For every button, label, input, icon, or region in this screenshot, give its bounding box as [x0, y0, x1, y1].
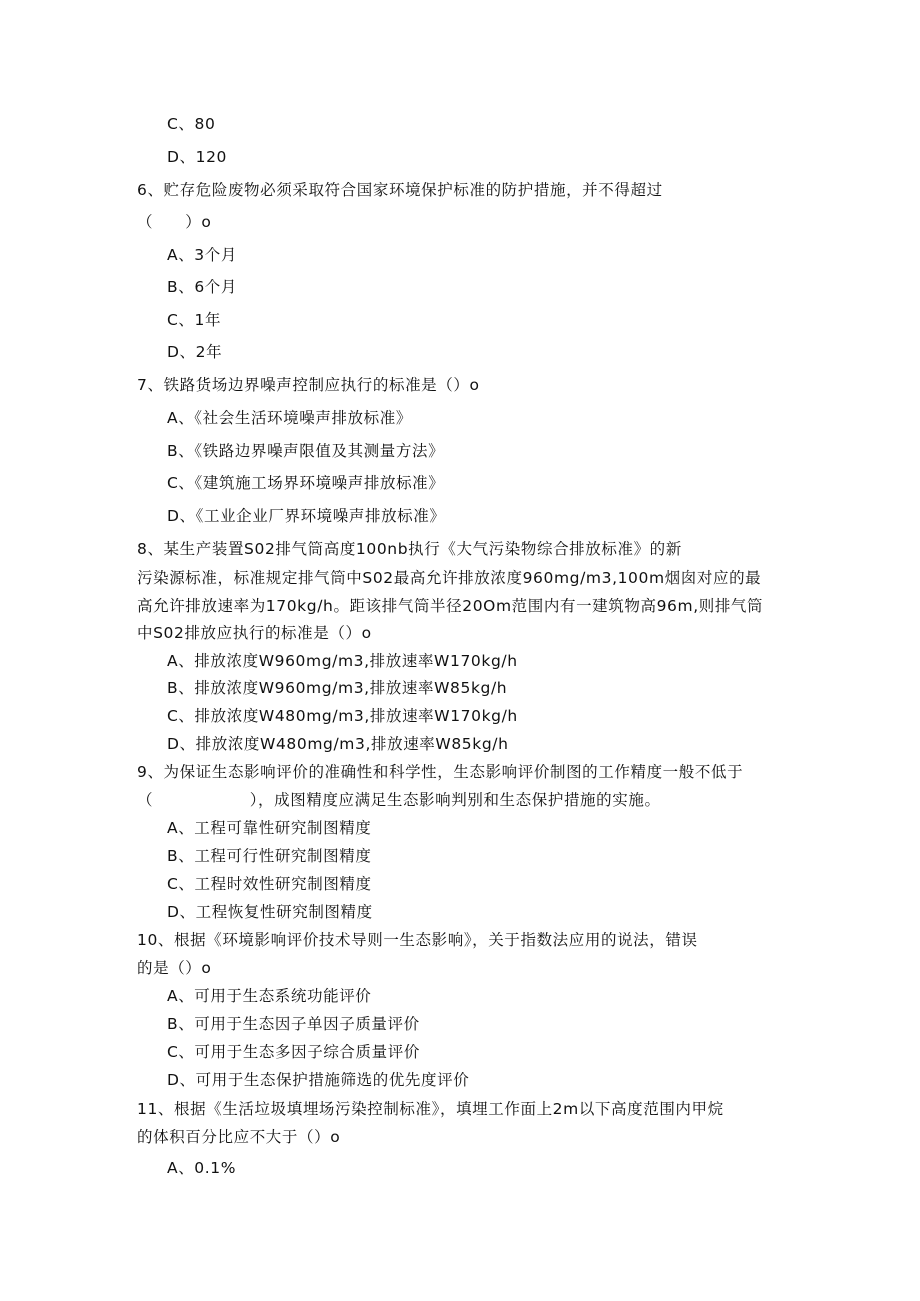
- q7-stem: 7、铁路货场边界噪声控制应执行的标准是（）o: [137, 376, 480, 394]
- q8-stem-line-3: 中S02排放应执行的标准是（）o: [137, 624, 372, 642]
- q8-stem-line-1: 污染源标准，标准规定排气筒中S02最高允许排放浓度960mg∕m3,100m烟囱对应的最: [137, 569, 762, 587]
- q6-option-d: D、2年: [167, 343, 223, 361]
- q8-stem-line-2: 高允许排放速率为170kg∕h。距该排气筒半径20Om范围内有一建筑物高96m,则排气筒: [137, 597, 764, 615]
- q7-option-b: B、《铁路边界噪声限值及其测量方法》: [167, 442, 445, 460]
- q8-option-c: C、排放浓度W480mg∕m3,排放速率W170kg∕h: [167, 707, 518, 725]
- q10-option-a: A、可用于生态系统功能评价: [167, 987, 372, 1005]
- q9-option-d: D、工程恢复性研究制图精度: [167, 903, 373, 921]
- q11-stem: 11、根据《生活垃圾填埋场污染控制标准》，填埋工作面上2m以下高度范围内甲烷: [137, 1100, 724, 1118]
- q11-stem-cont: 的体积百分比应不大于（）o: [137, 1128, 341, 1146]
- q6-option-c: C、1年: [167, 311, 222, 329]
- q6-stem-cont: （ ）o: [137, 213, 212, 231]
- q7-option-a: A、《社会生活环境噪声排放标准》: [167, 409, 412, 427]
- q6-option-a: A、3个月: [167, 246, 237, 264]
- q10-option-c: C、可用于生态多因子综合质量评价: [167, 1043, 420, 1061]
- q5-option-d: D、120: [167, 148, 228, 166]
- q8-stem: 8、某生产装置S02排气筒高度100nb执行《大气污染物综合排放标准》的新: [137, 540, 682, 558]
- q9-stem-cont: （ ），成图精度应满足生态影响判别和生态保护措施的实施。: [137, 791, 661, 809]
- q9-option-a: A、工程可靠性研究制图精度: [167, 819, 372, 837]
- q6-option-b: B、6个月: [167, 278, 237, 296]
- q9-option-c: C、工程时效性研究制图精度: [167, 875, 372, 893]
- q8-option-b: B、排放浓度W960mg∕m3,排放速率W85kg∕h: [167, 679, 508, 697]
- q9-stem: 9、为保证生态影响评价的准确性和科学性，生态影响评价制图的工作精度一般不低于: [137, 763, 744, 781]
- q5-option-c: C、80: [167, 115, 216, 133]
- q7-option-c: C、《建筑施工场界环境噪声排放标准》: [167, 474, 445, 492]
- q11-option-a: A、0.1%: [167, 1159, 237, 1177]
- q6-stem: 6、贮存危险废物必须采取符合国家环境保护标准的防护措施，并不得超过: [137, 181, 663, 199]
- q7-option-d: D、《工业企业厂界环境噪声排放标准》: [167, 507, 446, 525]
- q8-option-d: D、排放浓度W480mg∕m3,排放速率W85kg∕h: [167, 735, 509, 753]
- q10-stem: 10、根据《环境影响评价技术导则一生态影响》，关于指数法应用的说法，错误: [137, 931, 698, 949]
- q10-option-b: B、可用于生态因子单因子质量评价: [167, 1015, 420, 1033]
- q9-option-b: B、工程可行性研究制图精度: [167, 847, 372, 865]
- q8-option-a: A、排放浓度W960mg∕m3,排放速率W170kg∕h: [167, 652, 518, 670]
- q10-stem-cont: 的是（）o: [137, 959, 212, 977]
- q10-option-d: D、可用于生态保护措施筛选的优先度评价: [167, 1071, 470, 1089]
